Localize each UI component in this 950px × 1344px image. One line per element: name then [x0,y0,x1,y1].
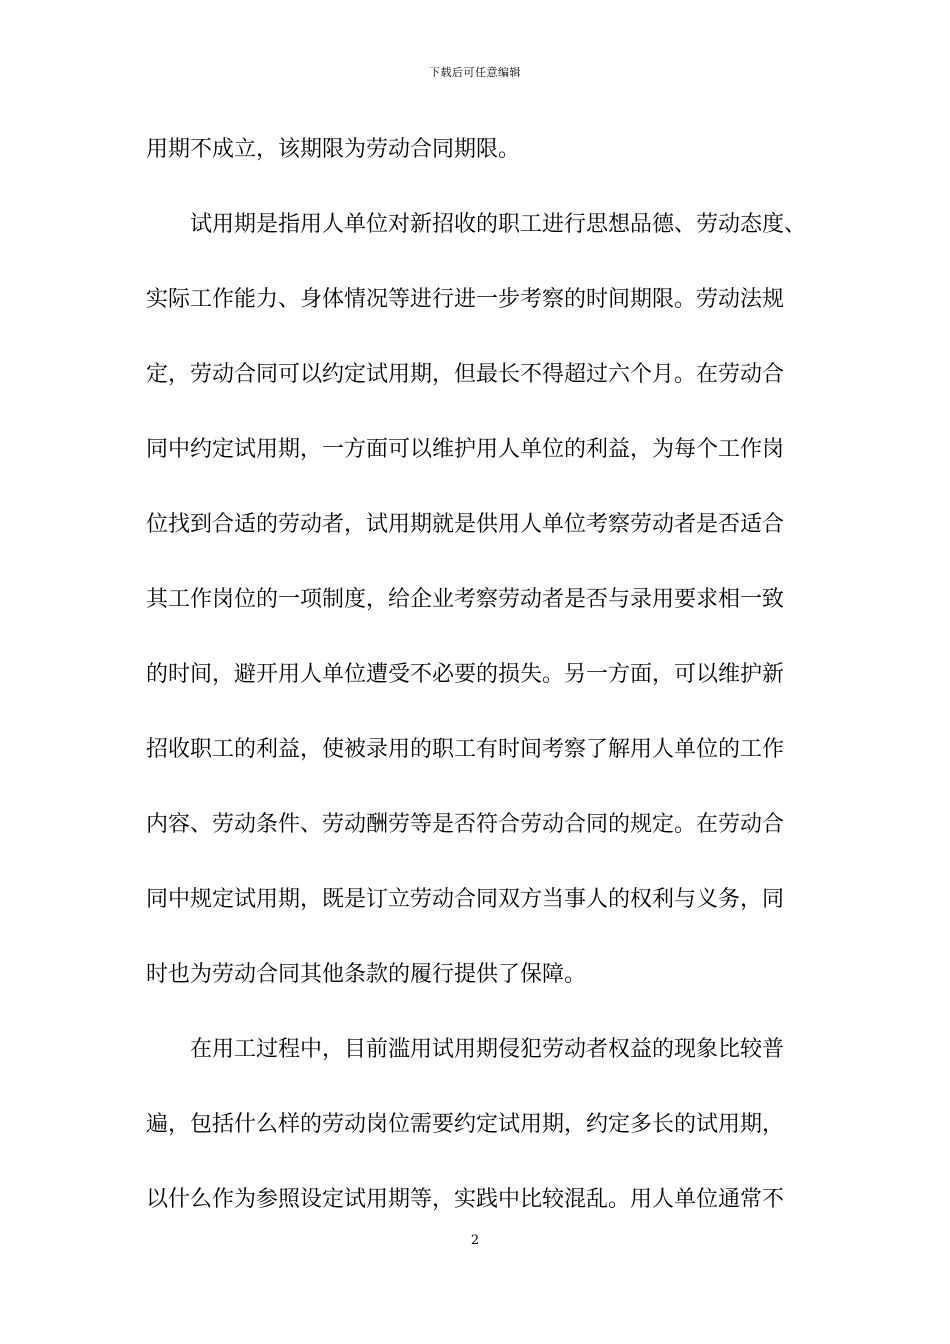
body-line: 时也为劳动合同其他条款的履行提供了保障。 [146,962,587,987]
body-line: 用期不成立，该期限为劳动合同期限。 [146,137,521,162]
body-line: 以什么作为参照设定试用期等，实践中比较混乱。用人单位通常不 [146,1187,785,1212]
body-line: 同中规定试用期，既是订立劳动合同双方当事人的权利与义务，同 [146,887,785,912]
body-line: 在用工过程中，目前滥用试用期侵犯劳动者权益的现象比较普 [146,1037,785,1062]
body-line: 位找到合适的劳动者，试用期就是供用人单位考察劳动者是否适合 [146,512,785,537]
body-line: 同中约定试用期，一方面可以维护用人单位的利益，为每个工作岗 [146,437,785,462]
body-line: 的时间，避开用人单位遭受不必要的损失。另一方面，可以维护新 [146,662,785,687]
body-line: 定，劳动合同可以约定试用期，但最长不得超过六个月。在劳动合 [146,362,785,387]
body-line: 其工作岗位的一项制度，给企业考察劳动者是否与录用要求相一致 [146,587,785,612]
body-line: 遍，包括什么样的劳动岗位需要约定试用期，约定多长的试用期， [146,1112,785,1137]
body-line: 实际工作能力、身体情况等进行进一步考察的时间期限。劳动法规 [146,287,785,312]
body-line: 内容、劳动条件、劳动酬劳等是否符合劳动合同的规定。在劳动合 [146,812,785,837]
page-number: 2 [470,1233,480,1248]
body-line: 招收职工的利益，使被录用的职工有时间考察了解用人单位的工作 [146,737,785,762]
body-line: 试用期是指用人单位对新招收的职工进行思想品德、劳动态度、 [146,212,807,237]
page-header: 下载后可任意编辑 [429,66,521,79]
